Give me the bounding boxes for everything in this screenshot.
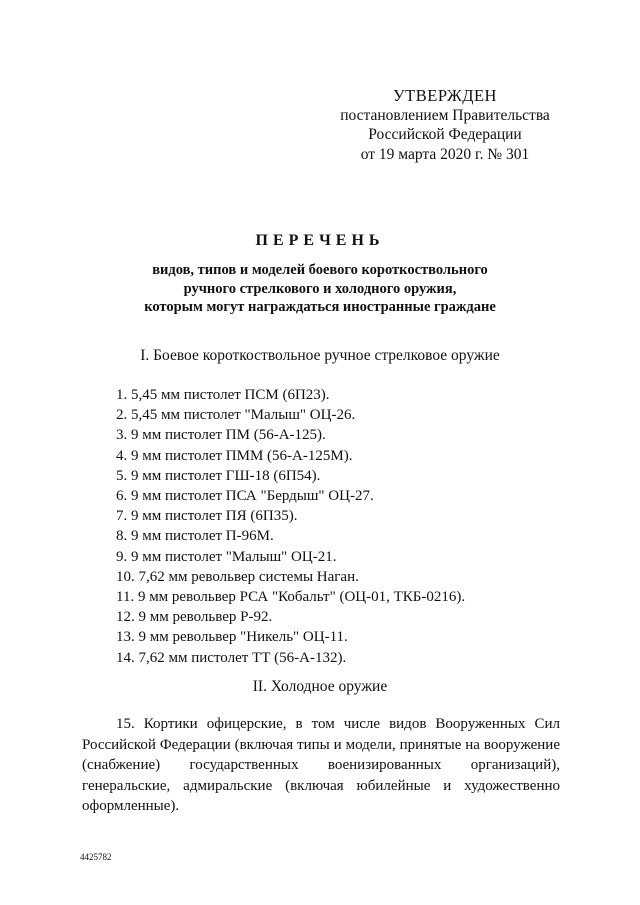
- document-title: ПЕРЕЧЕНЬ: [255, 232, 385, 249]
- approval-block: [330, 86, 560, 164]
- paragraph-line: оформленные).: [82, 798, 180, 814]
- list-item: 6. 9 мм пистолет ПСА "Бердыш" ОЦ-27.: [116, 488, 374, 505]
- subtitle-line-1: видов, типов и моделей боевого короткоствольного: [152, 262, 488, 278]
- section-heading-edged-weapons: II. Холодное оружие: [252, 678, 388, 695]
- list-item: 5. 9 мм пистолет ГШ-18 (6П54).: [116, 467, 321, 484]
- firearms-list: [116, 385, 465, 668]
- section-heading-firearms: I. Боевое короткоствольное ручное стрелковое оружие: [140, 347, 500, 364]
- list-item: 4. 9 мм пистолет ПММ (56-А-125М).: [116, 447, 353, 464]
- approval-heading: УТВЕРЖДЕН: [393, 86, 497, 105]
- paragraph-line: 15. Кортики офицерские, в том числе видов Вооруженных Сил: [116, 716, 560, 732]
- list-item: 7. 9 мм пистолет ПЯ (6П35).: [116, 508, 298, 525]
- document-number: 4425782: [80, 852, 112, 862]
- subtitle-line-2: ручного стрелкового и холодного оружия,: [183, 280, 457, 297]
- paragraph-line: генеральские, адмиральские (включая юбилейные и художественно: [82, 777, 560, 794]
- list-item: 1. 5,45 мм пистолет ПСМ (6П23).: [116, 387, 330, 403]
- approval-line-federation: Российской Федерации: [368, 126, 522, 143]
- list-item: 9. 9 мм пистолет "Малыш" ОЦ-21.: [116, 548, 337, 565]
- paragraph-line: (снабжение) государственных военизированных организаций),: [82, 757, 560, 773]
- list-item: 14. 7,62 мм пистолет ТТ (56-А-132).: [116, 649, 347, 666]
- list-item: 8. 9 мм пистолет П-96М.: [116, 528, 274, 545]
- list-item: 13. 9 мм револьвер "Никель" ОЦ-11.: [116, 629, 348, 646]
- approval-line-date-number: от 19 марта 2020 г. № 301: [360, 145, 530, 163]
- approval-line-decree: постановлением Правительства: [340, 106, 550, 124]
- paragraph-line: Российской Федерации (включая типы и модели, принятые на вооружение: [82, 736, 560, 753]
- list-item: 10. 7,62 мм револьвер системы Наган.: [116, 568, 359, 585]
- document-subtitle: [80, 261, 560, 317]
- list-item: 2. 5,45 мм пистолет "Малыш" ОЦ-26.: [116, 407, 356, 424]
- edged-weapons-paragraph: [82, 714, 560, 817]
- list-item: 11. 9 мм револьвер РСА "Кобальт" (ОЦ-01, ТКБ-0216).: [116, 589, 466, 606]
- list-item: 12. 9 мм револьвер Р-92.: [116, 609, 273, 626]
- subtitle-line-3: которым могут награждаться иностранные граждане: [144, 299, 496, 315]
- list-item: 3. 9 мм пистолет ПМ (56-А-125).: [116, 427, 326, 444]
